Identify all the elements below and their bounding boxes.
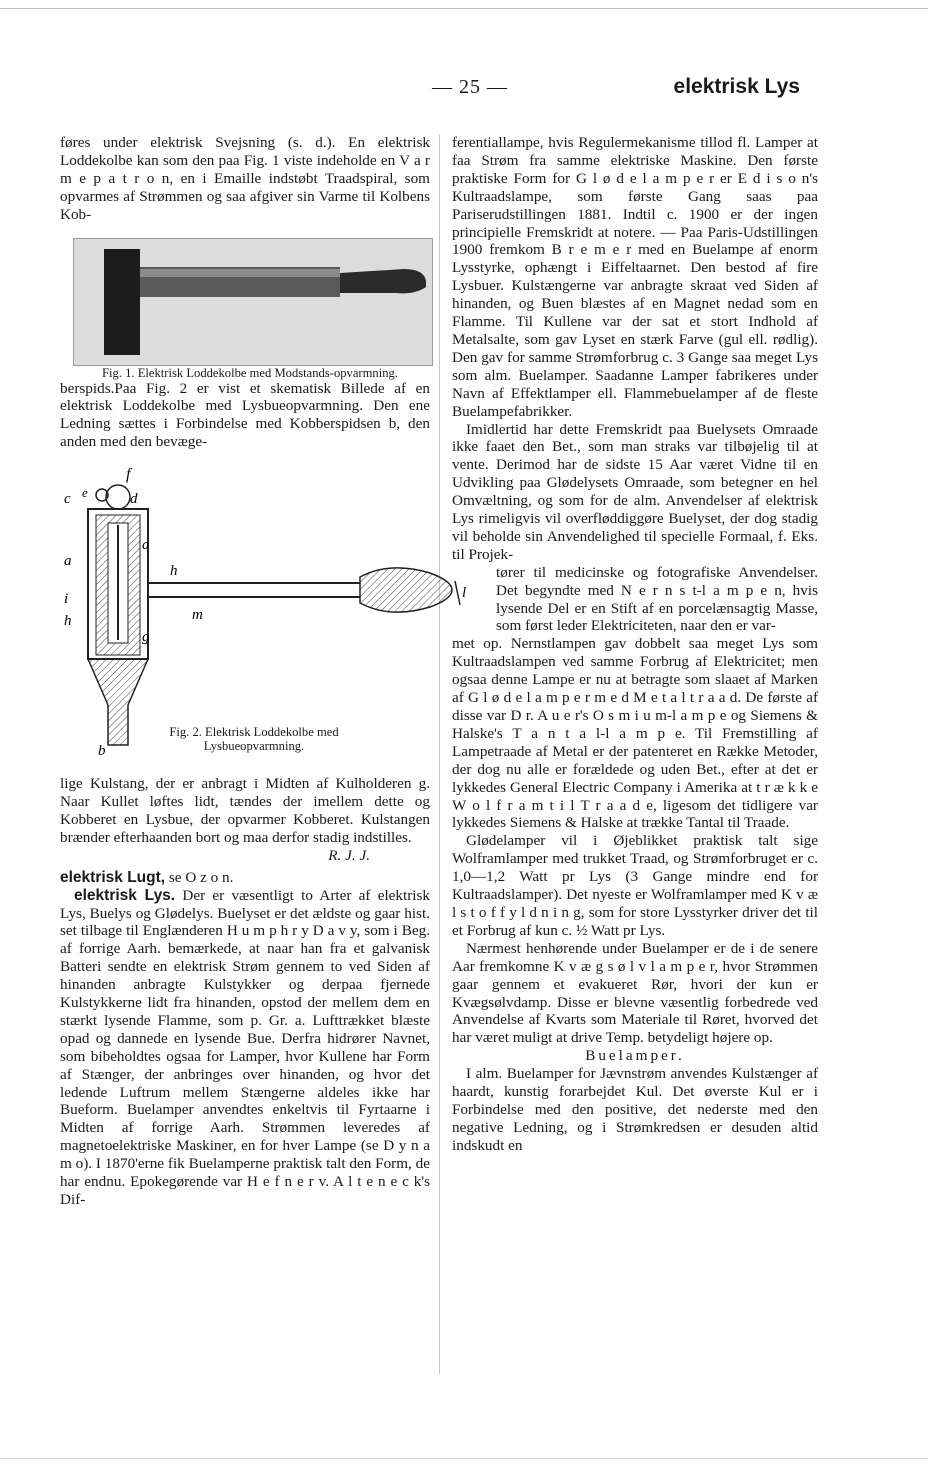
soldering-iron-photo <box>74 239 432 365</box>
label-e: e <box>82 485 88 501</box>
label-c: c <box>64 491 71 508</box>
right-column <box>452 134 818 1155</box>
entry-lugt <box>60 869 430 887</box>
left-column <box>60 134 467 1209</box>
right-paragraph-2c: met op. Nernstlampen gav dobbelt saa meget Lys som Kultraadslampen ved samme Forbrug af Elektricitet; men ogsaa denne Lampe er nu at betragte som slaaet af Marken af G l ø d e l a m p e r m e d M e t a l t r a a d. De første af disse var D r. A u e r's O s m i u m-l a m p e og Siemens & Halske's T a n t a l-l a m p e. Til Fremstilling af Lampetraade af Metal er der patenteret en Række Metoder, der dog nu alle er forældede og uden Bet., efter at det er lykkedes General Electric Company i Amerika at t r æ k k e W o l f r a m t i l T r a a d e, ligesom det tidligere var lykkedes Siemens & Halske at trække Tantal til Traade. <box>452 635 818 832</box>
label-a-left: a <box>64 553 72 570</box>
label-b: b <box>98 743 106 756</box>
label-a-right: a <box>142 537 150 554</box>
top-rule <box>0 8 928 9</box>
label-m: m <box>192 607 203 624</box>
subheading-buelamper: Buelamper. <box>585 1047 685 1065</box>
right-paragraph-2a: Imidlertid har dette Fremskridt paa Buelysets Omraade ikke faaet den Bet., som man straks var tilbøjelig til at vente. Derimod har de sidste 15 Aar været Vidne til en Udvikling paa Glødelysets Omraade, som betegner en hel Omvæltning, og som for de alm. Anvendelser af elektrisk Lys rimeligvis vil overfløddiggøre Buelyset, der dog stadig vil beholde sin Anvendelighed til specielle Formaal, f. Eks. til Projek- <box>452 420 818 563</box>
left-intro-paragraph: føres under elektrisk Svejsning (s. d.). En elektrisk Loddekolbe kan som den paa Fig. 1 viste indeholde en V a r m e p a t r o n, en i Emaille indstøbt Traadspiral, som opvarmes af Strømmen og saa afgiver sin Varme til Kolbens Kob- <box>60 134 430 223</box>
label-g: g <box>142 629 150 646</box>
entry-lys-text: Der er væsentligt to Arter af elektrisk Lys, Buelys og Glødelys. Buelyset er det ældste og gaar hist. set tilbage til Englænderen H u m p h r y D a v y, som i Beg. af forrige Aarh. bemærkede, at naar han fra et galvanisk Batteri sendte en elektrisk Strøm gennem to ved Siden af hinanden anbragte Kulstykker og derpaa fjernede Kulstykkerne lidt fra hinanden, opstod der mellem dem en stærkt lysende Flamme, som p. Gr. a. Lufttrækket blæste opad og dannede en lysende Bue. Derfra hidrører Navnet, som bibeholdtes ogsaa for Lamper, hvor Kullene har Form af Stænger, der anbringes over hinanden, og hvor det ledende Luftrum mellem Stængerne aldeles ikke har Bueform. Buelamper anvendtes enkeltvis til Fyrtaarne i Midten af forrige Aarh. Strømmen leveredes af magnetoelektriske Maskiner, en for hver Lampe (se D y n a m o). I 1870'erne fik Buelamperne praktisk talt den Form, de har endnu. Epokegørende var H e f n e r v. A l t e n e c k's Dif- <box>60 886 431 1208</box>
page-number: — 25 — <box>432 76 508 98</box>
section-title: elektrisk Lys <box>673 75 800 98</box>
label-d: d <box>130 491 138 508</box>
figure-2-caption: Fig. 2. Elektrisk Loddekolbe med Lysbueopvarmning. <box>169 725 339 754</box>
entry-lugt-head: elektrisk Lugt, <box>60 868 166 886</box>
bottom-rule <box>0 1458 928 1459</box>
entry-lys-head: elektrisk Lys. <box>74 886 176 904</box>
entry-lys <box>60 887 430 1209</box>
label-f: f <box>126 466 131 484</box>
figure-1-photo <box>73 238 433 366</box>
left-paragraph-2: berspids.Paa Fig. 2 er vist et skematisk Billede af en elektrisk Loddekolbe med Lysbueopvarmning. Den ene Ledning sættes i Forbindelse med Kobberspidsen b, den anden med den bevæge- <box>60 379 430 451</box>
figure-1-caption: Fig. 1. Elektrisk Loddekolbe med Modstands-opvarmning. <box>102 365 398 380</box>
right-paragraph-3: Glødelamper vil i Øjeblikket praktisk talt sige Wolframlamper med trukket Traad, og Strømforbruget er c. 1,0—1,2 Watt pr Lys (3 Gange mindre end for Kultraadslamper). Det nyeste er Wolframlamper med K v æ l s t o f f y l d n i n g, som for store Lysstyrker driver det til et Forbrug af kun c. ½ Watt pr Lys. <box>452 832 818 939</box>
arc-soldering-iron-diagram <box>60 465 480 755</box>
right-paragraph-1: ferentiallampe, hvis Regulermekanisme tillod fl. Lamper at faa Strøm fra samme elektriske Maskine. Den første praktiske Form for G l ø d e l a m p e r er E d i s o n's Kultraadslampe, som første Gang saas paa Pariserudstillingen 1881. Indtil c. 1900 er der ingen principielle Fremskridt at notere. — Paa Paris-Udstillingen 1900 fremkom B r e m e r med en Buelampe af enorm Lysstyrke, ophængt i Eiffeltaarnet. Den bestod af fire Lysbuer. Kulstængerne var anbragte skraat ved Siden af hinanden, og Buen blæstes af en Magnet nedad som en Flamme. Til Kullene var der sat et stort Indhold af Metalsalte, som gav Lyset en stærk Farve (gul ell. rødlig). Den gav for samme Strømforbrug c. 3 Gange saa meget Lys som alm. Buelamper. Saadanne Lamper fabrikeres under Navn af Effektlamper ell. Flammebuelamper af de fleste Buelampefabrikker. <box>452 134 818 420</box>
label-h-left: h <box>64 613 72 630</box>
right-paragraph-5: I alm. Buelamper for Jævnstrøm anvendes Kulstænger af haardt, kunstig forarbejdet Kul. Det øverste Kul er i Forbindelse med den positive, det nederste med den negative Ledning, og i Strømkredsen er desuden altid indskudt en <box>452 1065 818 1154</box>
author-signature: R. J. J. <box>328 846 370 864</box>
running-head <box>60 76 800 106</box>
figure-2-diagram <box>60 465 480 755</box>
right-paragraph-2b: tører til medicinske og fotografiske Anvendelser. Det begyndte med N e r n s t-l a m p e n, hvis lysende Del er en Stift af en porcelænsagtig Masse, som først leder Elektriciteten, naar den er var- <box>496 563 818 635</box>
label-l: l <box>462 585 467 602</box>
entry-lugt-text: se O z o n. <box>165 868 234 886</box>
right-paragraph-4: Nærmest henhørende under Buelamper er de i de senere Aar fremkomne K v æ g s ø l v l a m p e r, hvor Strømmen gaar gennem et evakueret Rør, hvori der kun er Kvægsølvdamp. Disse er blevne væsentlig forbedrede ved Anvendelse af Kvarts som Materiale til Røret, hvorved det har været muligt at drive Temp. betydeligt højere op. <box>452 939 818 1047</box>
label-i: i <box>64 591 69 608</box>
left-paragraph-3: lige Kulstang, der er anbragt i Midten af Kulholderen g. Naar Kullet løftes lidt, tændes der imellem dette og Kobberet en Lysbue, der opvarmer Kobberet. Kulstangen brænder efterhaanden bort og maa derfor stadig indstilles. <box>60 775 430 846</box>
label-h-top: h <box>170 563 178 580</box>
